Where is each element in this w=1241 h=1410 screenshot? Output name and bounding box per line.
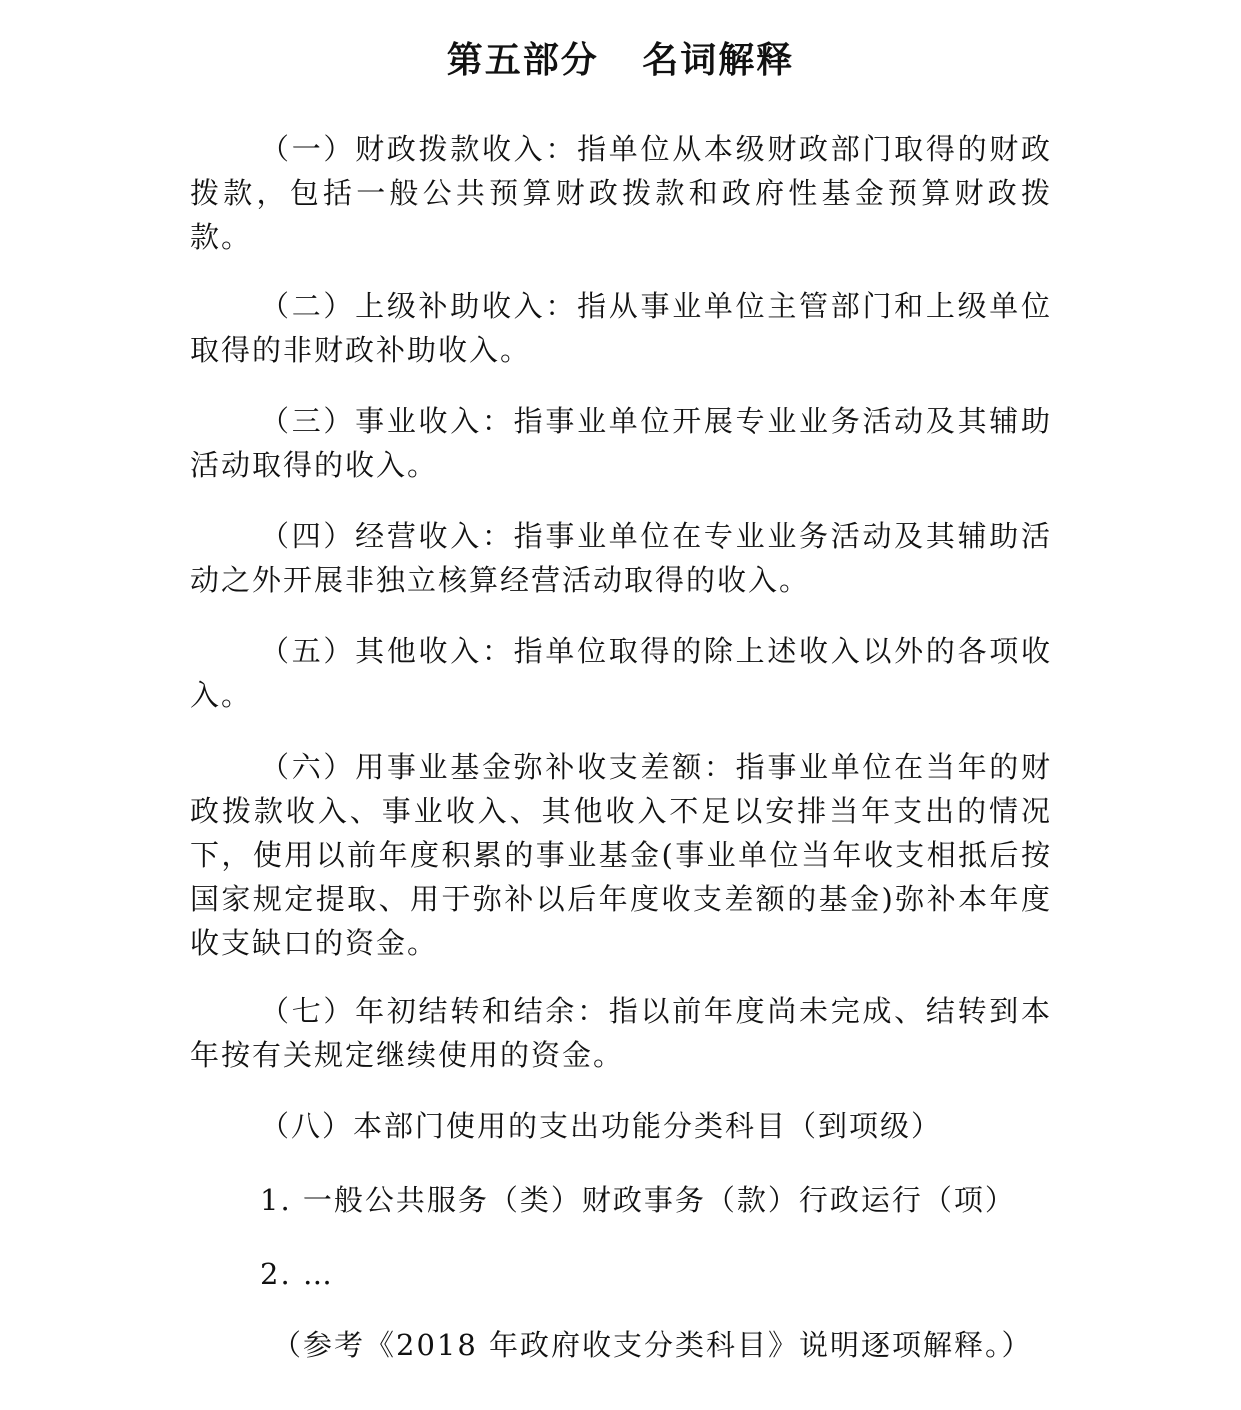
definition-other-income: （五）其他收入：指单位取得的除上述收入以外的各项收入。 [190,634,1052,712]
definition-carryover-balance: （七）年初结转和结余：指以前年度尚未完成、结转到本年按有关规定继续使用的资金。 [190,994,1052,1072]
expenditure-classification-heading: （八）本部门使用的支出功能分类科目（到项级） [260,1109,943,1143]
definition-superior-subsidy-income: （二）上级补助收入：指从事业单位主管部门和上级单位取得的非财政补助收入。 [190,289,1052,367]
expenditure-item-2: 2. … [260,1257,334,1291]
definition-operating-income: （四）经营收入：指事业单位在专业业务活动及其辅助活动之外开展非独立核算经营活动取得的收入。 [190,519,1052,597]
definition-business-income: （三）事业收入：指事业单位开展专业业务活动及其辅助活动取得的收入。 [190,404,1052,482]
definition-business-fund-offset: （六）用事业基金弥补收支差额：指事业单位在当年的财政拨款收入、事业收入、其他收入不足以安排当年支出的情况下，使用以前年度积累的事业基金(事业单位当年收支相抵后按国家规定提取、用于弥补以后年度收支差额的基金)弥补本年度收支缺口的资金。 [190,750,1052,960]
definition-fiscal-appropriation-income: （一）财政拨款收入：指单位从本级财政部门取得的财政拨款，包括一般公共预算财政拨款和政府性基金预算财政拨款。 [190,132,1052,254]
reference-note: （参考《2018 年政府收支分类科目》说明逐项解释。） [272,1328,1033,1362]
expenditure-item-1: 1. 一般公共服务（类）财政事务（款）行政运行（项） [260,1183,1016,1217]
page-title: 第五部分 名词解释 [446,40,795,81]
